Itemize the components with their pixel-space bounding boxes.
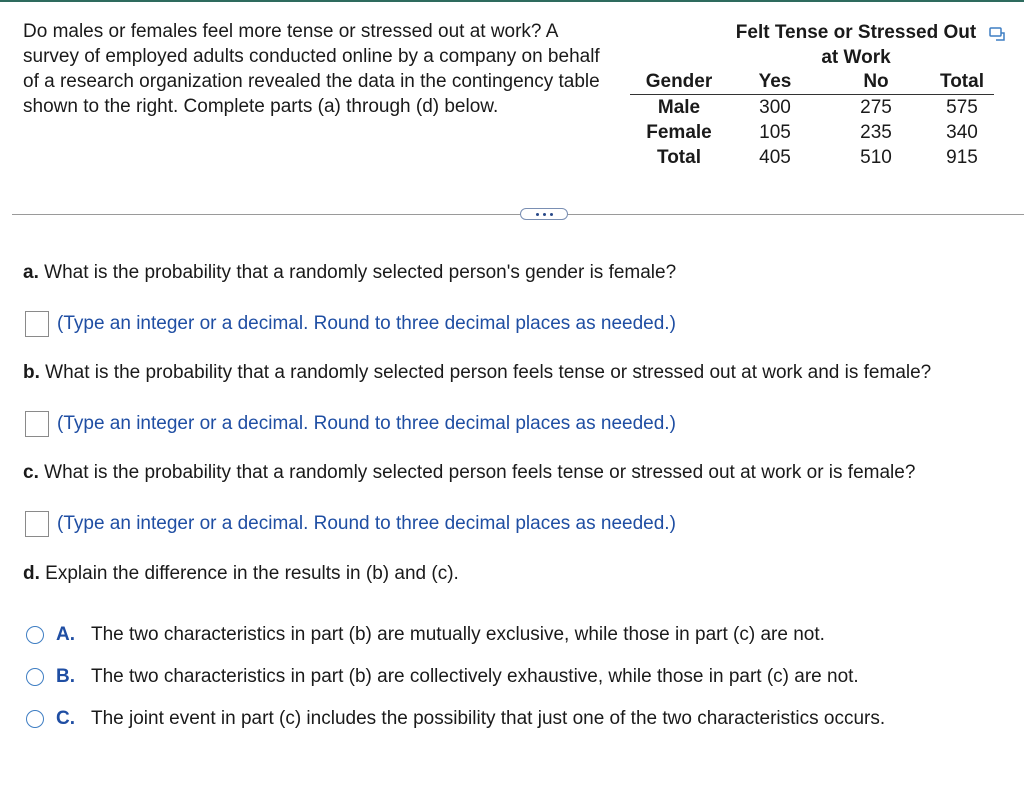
table-row [630,95,994,121]
contingency-table [630,69,994,170]
answer-hint-c: (Type an integer or a decimal. Round to three decimal places as needed.) [57,513,676,534]
question-d [23,561,459,586]
option-c[interactable] [26,706,885,732]
radio-button-c[interactable] [26,710,44,728]
option-a-text: The two characteristics in part (b) are mutually exclusive, while those in part (c) are not. [91,624,825,645]
dot-icon [536,213,539,216]
row-label: Female [646,122,712,143]
table-cell: 575 [946,97,978,118]
question-a [23,260,676,285]
answer-row-c [25,510,676,538]
question-b-text: What is the probability that a randomly selected person feels tense or stressed out at work and is female? [45,362,932,383]
option-a[interactable] [26,622,825,648]
question-a-text: What is the probability that a randomly selected person's gender is female? [44,262,677,283]
table-cell: 105 [759,122,791,143]
radio-button-b[interactable] [26,668,44,686]
header-total: Total [930,69,994,95]
row-label: Male [657,97,701,118]
answer-input-a[interactable] [25,311,49,337]
table-row [630,120,994,145]
top-rule [0,0,1024,2]
header-yes: Yes [728,69,822,95]
table-row [630,145,994,170]
header-gender: Gender [630,69,728,95]
table-cell: 340 [946,122,978,143]
option-b[interactable] [26,664,859,690]
question-c-label: c. [23,462,39,483]
question-a-label: a. [23,262,39,283]
answer-input-c[interactable] [25,511,49,537]
answer-row-a [25,310,676,338]
answer-hint-b: (Type an integer or a decimal. Round to three decimal places as needed.) [57,413,676,434]
question-c [23,460,915,485]
option-c-letter: C. [56,708,75,729]
question-d-text: Explain the difference in the results in (b) and (c). [45,563,459,584]
question-c-text: What is the probability that a randomly selected person feels tense or stressed out at work or is female? [44,462,916,483]
option-b-letter: B. [56,666,75,687]
table-header-row [630,69,994,95]
question-d-label: d. [23,563,40,584]
dot-icon [550,213,553,216]
table-cell: 510 [860,147,892,168]
table-cell: 275 [860,97,892,118]
table-cell: 405 [759,147,791,168]
dot-icon [543,213,546,216]
answer-hint-a: (Type an integer or a decimal. Round to three decimal places as needed.) [57,313,676,334]
section-divider [12,214,1024,215]
header-no: No [822,69,930,95]
option-b-text: The two characteristics in part (b) are collectively exhaustive, while those in part (c) are not. [91,666,859,687]
answer-input-b[interactable] [25,411,49,437]
table-cell: 235 [860,122,892,143]
answer-row-b [25,410,676,438]
option-c-text: The joint event in part (c) includes the possibility that just one of the two characteristics occurs. [91,708,886,729]
more-options-button[interactable] [520,208,568,220]
table-title: Felt Tense or Stressed Out at Work [735,22,977,68]
row-label: Total [657,147,701,168]
table-cell: 300 [759,97,791,118]
question-b-label: b. [23,362,40,383]
question-b [23,360,931,385]
radio-button-a[interactable] [26,626,44,644]
copy-data-icon[interactable] [989,26,1005,42]
table-cell: 915 [946,147,978,168]
option-a-letter: A. [56,624,75,645]
problem-intro: Do males or females feel more tense or stressed out at work? A survey of employed adults conducted online by a company on behalf of a research organization revealed the data in the contingency table shown to the right. Complete parts (a) through (d) below. [23,21,600,117]
